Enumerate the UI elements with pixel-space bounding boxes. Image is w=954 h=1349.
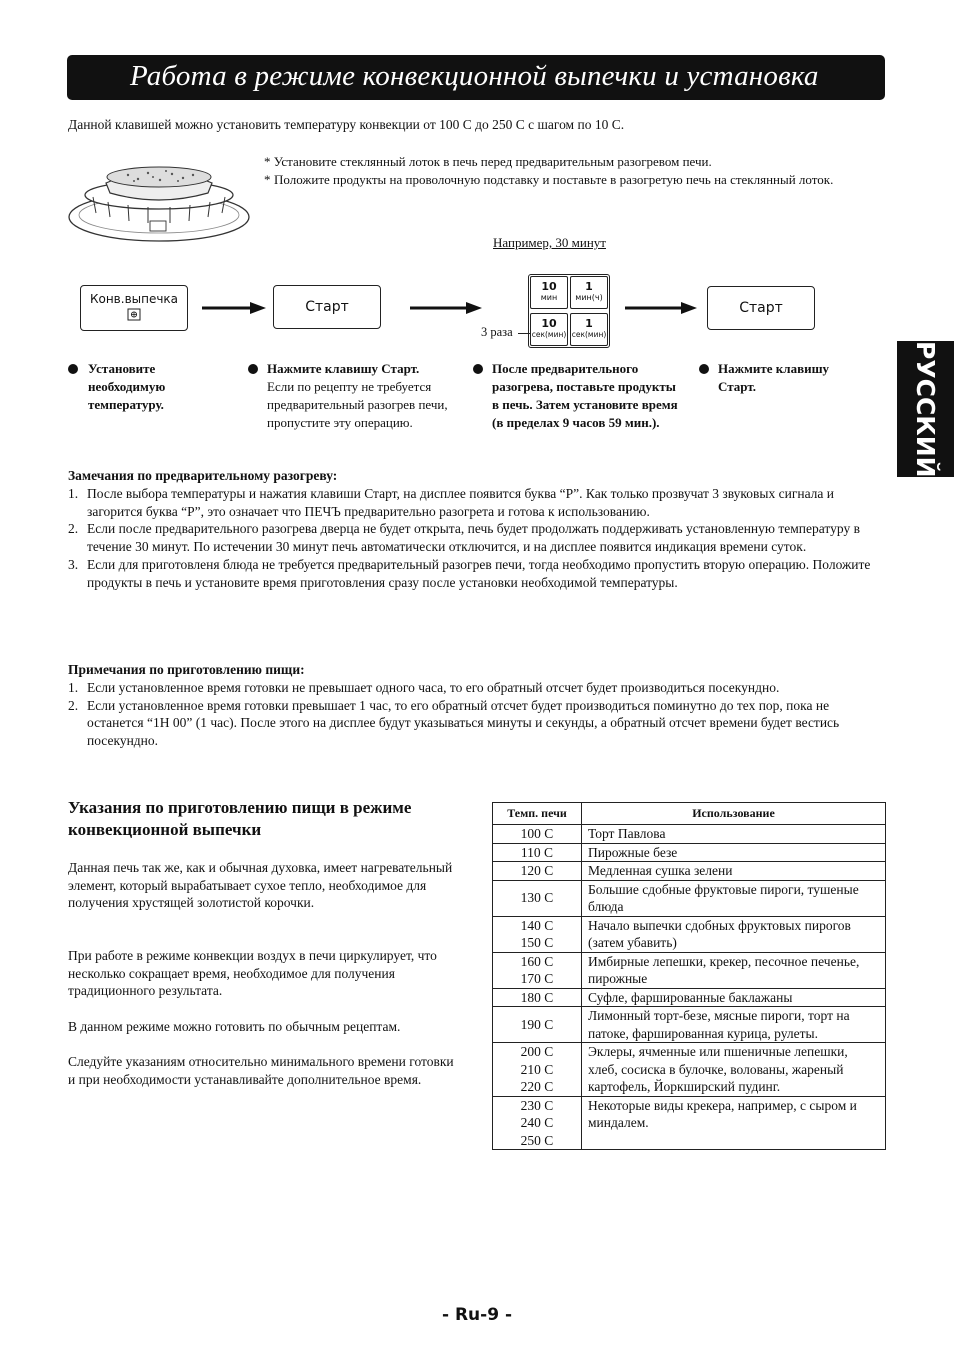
asterisk-mark: * xyxy=(264,172,271,187)
usage-cell: Некоторые виды крекера, например, с сыром и миндалем. xyxy=(582,1096,886,1150)
guide-paragraph-4: Следуйте указаниям относительно минимального времени готовки и при необходимости устанавливайте дополнительное время. xyxy=(68,1054,454,1087)
temperature-cell xyxy=(493,880,582,916)
table-row xyxy=(493,1007,886,1043)
guide-paragraph-2: При работе в режиме конвекции воздух в печи циркулирует, что несколько сокращает время, необходимое для получения традиционного результата. xyxy=(68,948,437,999)
temperature-cell xyxy=(493,916,582,952)
times-pointer xyxy=(518,333,530,334)
usage-cell: Пирожные безе xyxy=(582,843,886,862)
column-header: Темп. печи xyxy=(493,803,582,825)
table-row xyxy=(493,988,886,1007)
key-10-sec: 10 сек(мин) xyxy=(530,313,568,346)
key-1-sec: 1 сек(мин) xyxy=(570,313,608,346)
usage-cell: Эклеры, ячменные или пшеничные лепешки, хлеб, сосиска в булочке, волованы, жареный картофель, Йоркширский пудинг. xyxy=(582,1043,886,1097)
usage-cell: Лимонный торт-безе, мясные пироги, торт на патоке, фаршированная курица, рулеты. xyxy=(582,1007,886,1043)
start-key-2: Старт xyxy=(707,286,815,330)
table-row xyxy=(493,1096,886,1150)
bullet-icon xyxy=(68,364,78,374)
temperature-value: 160 С xyxy=(520,953,554,969)
usage-cell: Суфле, фаршированные баклажаны xyxy=(582,988,886,1007)
table-row xyxy=(493,825,886,844)
note-1: * Установите стеклянный лоток в печь перед предварительным разогревом печи. xyxy=(264,154,712,169)
step-1: Установите необходимую температуру. xyxy=(88,361,166,412)
cooking-notes-heading: Примечания по приготовлению пищи: xyxy=(68,662,305,677)
temperature-value: 200 С xyxy=(520,1044,554,1059)
list-item: 3. Если для приготовленя блюда не требуется предварительный разогрев печи, тогда необходимо пропустить вторую операцию. Положите продукты в печь и установите время приготовления сразу после установки необходимой температуры. xyxy=(68,556,871,590)
temperature-value: 170 С xyxy=(520,971,554,986)
table-row xyxy=(493,843,886,862)
asterisk-mark: * xyxy=(264,154,271,169)
preheat-heading: Замечания по предварительному разогреву: xyxy=(68,468,338,483)
temperature-table xyxy=(492,802,886,1150)
usage-cell: Медленная сушка зелени xyxy=(582,862,886,881)
temperature-cell xyxy=(493,952,582,988)
temperature-value: 190 С xyxy=(520,1016,554,1032)
oven-tray-illustration xyxy=(68,155,250,245)
list-item: 1. После выбора температуры и нажатия клавиши Старт, на дисплее появится буква “P”. Как только прозвучат 3 звуковых сигнала и загорится буква “P”, это означает что ПЕЧЪ предварительно разогрета и готова к использованию. xyxy=(68,486,835,519)
temperature-cell xyxy=(493,988,582,1007)
bullet-icon xyxy=(473,364,483,374)
list-item: 1. Если установленное время готовки не превышает одного часа, то его обратный отсчет будет производиться посекундно. xyxy=(68,680,780,695)
bullet-icon xyxy=(248,364,258,374)
temperature-value: 210 С xyxy=(520,1061,554,1077)
temperature-cell xyxy=(493,843,582,862)
temperature-cell xyxy=(493,1007,582,1043)
note-2: * Положите продукты на проволочную подставку и поставьте в разогретую печь на стеклянный лоток. xyxy=(264,172,834,187)
arrow-right-icon xyxy=(625,300,697,316)
temperature-value: 130 С xyxy=(520,890,554,906)
temperature-value: 140 С xyxy=(520,917,554,933)
temperature-value: 100 С xyxy=(520,826,554,841)
table-row xyxy=(493,1043,886,1097)
step-3: После предварительного разогрева, поставьте продукты в печь. Затем установите время (в пределах 9 часов 59 мин.). xyxy=(492,361,678,430)
arrow-right-icon xyxy=(202,300,266,316)
bullet-icon xyxy=(699,364,709,374)
temperature-cell xyxy=(493,1096,582,1150)
temperature-value: 110 С xyxy=(520,844,554,860)
list-item: 2. Если после предварительного разогрева дверца не будет открыта, печь будет продолжать поддерживать установленную температуру в течение 30 минут. По истечении 30 минут печь автоматически отключится, и на дисплее появится индикация времени суток. xyxy=(68,521,860,555)
cooking-notes-list xyxy=(68,679,873,750)
step-4: Нажмите клавишу Старт. xyxy=(718,361,830,394)
page-number: - Ru-9 - xyxy=(441,1305,513,1325)
usage-cell: Начало выпечки сдобных фруктовых пирогов (затем убавить) xyxy=(582,916,886,952)
temperature-cell xyxy=(493,825,582,844)
temperature-value: 120 С xyxy=(520,863,554,878)
key-1-min: 1 мин(ч) xyxy=(570,276,608,309)
page-title: Работа в режиме конвекционной выпечки и установка xyxy=(130,60,819,92)
usage-cell: Имбирные лепешки, крекер, песочное печенье, пирожные xyxy=(582,952,886,988)
guide-paragraph-3: В данном режиме можно готовить по обычным рецептам. xyxy=(68,1019,401,1034)
temperature-value: 220 С xyxy=(520,1079,554,1094)
times-label: 3 раза xyxy=(481,325,513,339)
table-row xyxy=(493,916,886,952)
usage-cell: Большие сдобные фруктовые пироги, тушеные блюда xyxy=(582,880,886,916)
guide-paragraph-1: Данная печь так же, как и обычная духовка, имеет нагревательный элемент, который вырабатывает сухое тепло, необходимое для получения хрустящей золотистой корочки. xyxy=(68,860,453,911)
table-row xyxy=(493,952,886,988)
key-10-min: 10 мин xyxy=(530,276,568,309)
convection-fan-icon xyxy=(127,308,141,321)
guide-heading: Указания по приготовлению пищи в режиме конвекционной выпечки xyxy=(68,798,412,839)
intro-text: Данной клавишей можно установить температуру конвекции от 100 С до 250 С с шагом по 10 С. xyxy=(68,117,625,132)
list-item: 2. Если установленное время готовки превышает 1 час, то его обратный отсчет будет производиться поминутно до тех пор, пока не останется “1H 00” (1 час). После этого на дисплее будут указываться минуты и секунды, а обратный отсчет времени будет вестись посекундно. xyxy=(68,697,840,749)
column-header: Использование xyxy=(582,803,886,825)
temperature-value: 180 С xyxy=(520,989,554,1005)
conv-bake-key: Конв.выпечка xyxy=(80,285,188,331)
example-label: Например, 30 минут xyxy=(493,235,606,250)
temperature-cell xyxy=(493,1043,582,1097)
preheat-list xyxy=(68,485,873,591)
language-tab-label: РУССКИЙ xyxy=(911,340,940,478)
temperature-cell xyxy=(493,862,582,881)
temperature-value: 230 С xyxy=(520,1097,554,1113)
temperature-value: 150 С xyxy=(520,935,554,950)
step-2: Нажмите клавишу Старт. Если по рецепту не требуется предварительный разогрев печи, пропустите эту операцию. xyxy=(267,361,448,430)
table-row xyxy=(493,862,886,881)
usage-cell: Торт Павлова xyxy=(582,825,886,844)
table-header-row xyxy=(493,803,886,825)
temperature-value: 250 С xyxy=(520,1132,554,1148)
arrow-right-icon xyxy=(410,300,482,316)
temperature-value: 240 С xyxy=(520,1115,554,1130)
table-row xyxy=(493,880,886,916)
start-key-1: Старт xyxy=(273,285,381,329)
